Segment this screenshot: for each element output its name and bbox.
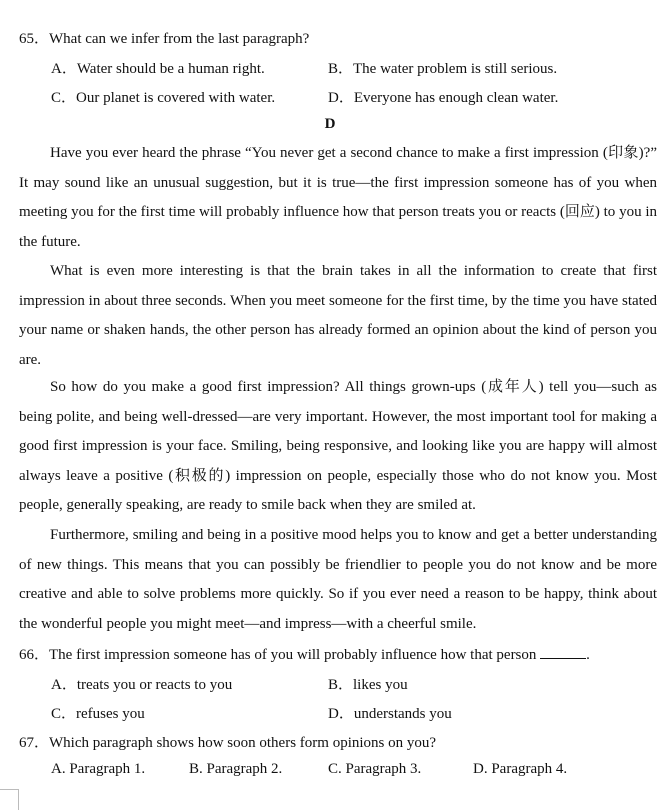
question-66-option-a: A．treats you or reacts to you [51, 677, 233, 693]
question-65-option-c: C．Our planet is covered with water. [51, 90, 276, 106]
question-65-stem: 65．What can we infer from the last paragraph? [19, 31, 310, 47]
question-67-option-a: A. Paragraph 1. [51, 761, 146, 777]
passage-paragraph-3: So how do you make a good first impression? All things grown-ups (成年人) tell you—such as being polite, and being well-dressed—are very important. However, the most important tool for making a good first impression is your face. Smiling, being responsive, and looking like you are happy will almost always leave a positive (积极的) impression on people, especially those who do not know you. Most people, generally speaking, are ready to smile back when they are smiled at. [19, 379, 657, 513]
question-65-option-b: B．The water problem is still serious. [328, 61, 558, 77]
passage-paragraph-2: What is even more interesting is that the brain takes in all the information to create that first impression in about three seconds. When you meet someone for the first time, by the time you have stated your name or shaken hands, the other person has already formed an opinion about the kind of person you are. [19, 263, 657, 368]
question-65-option-d: D．Everyone has enough clean water. [328, 90, 559, 106]
question-66-stem [19, 643, 590, 664]
question-67-option-b: B. Paragraph 2. [189, 761, 283, 777]
question-66-stem-text: 66．The first impression someone has of you will probably influence how that person [19, 647, 537, 663]
section-heading: D [324, 116, 336, 132]
passage-paragraph-1: Have you ever heard the phrase “You never get a second chance to make a first impression (印象)?” It may sound like an unusual suggestion, but it is true—the first impression someone has of you when meeting you for the first time will probably influence how that person treats you or reacts (回应) to you in the future. [19, 145, 657, 250]
question-66-stem-end: . [586, 647, 590, 663]
page-corner-mark [0, 789, 19, 810]
question-67-option-c: C. Paragraph 3. [328, 761, 422, 777]
answer-blank [540, 645, 586, 659]
question-66-option-d: D．understands you [328, 706, 452, 722]
question-67-stem: 67．Which paragraph shows how soon others form opinions on you? [19, 735, 437, 751]
question-66-option-b: B．likes you [328, 677, 408, 693]
question-65-option-a: A．Water should be a human right. [51, 61, 265, 77]
question-66-option-c: C．refuses you [51, 706, 145, 722]
passage-paragraph-4: Furthermore, smiling and being in a positive mood helps you to know and get a better understanding of new things. This means that you can possibly be friendlier to people you do not know and be more creative and able to solve problems more quickly. So if you ever need a reason to be happy, think about the wonderful people you might meet—and impress—with a cheerful smile. [19, 527, 657, 632]
question-67-option-d: D. Paragraph 4. [473, 761, 568, 777]
